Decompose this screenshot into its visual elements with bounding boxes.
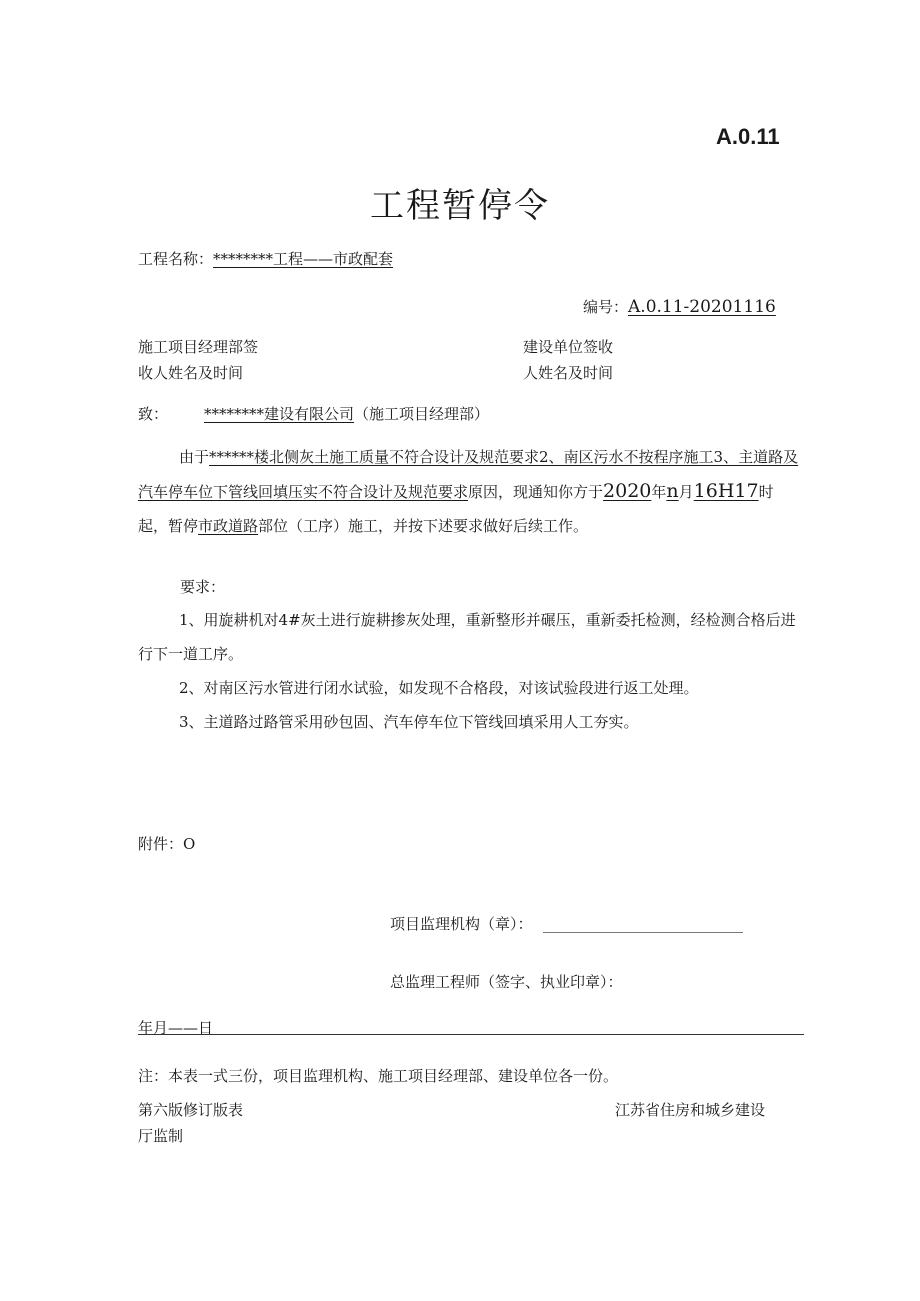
owner-receipt-line1: 建设单位签收 (523, 338, 614, 356)
requirements-label: 要求： (180, 578, 226, 596)
month-unit: 月 (678, 483, 694, 501)
addressee-row (138, 403, 489, 424)
project-name-row (138, 248, 393, 269)
requirement-item-3: 3、主道路过路管采用砂包固、汽车停车位下管线回填采用人工夯实。 (179, 713, 639, 731)
distribution-note: 注：本表一式三份，项目监理机构、施工项目经理部、建设单位各一份。 (138, 1067, 619, 1085)
location-suffix: 部位（工序）施工，并按下述要求做好后续工作。 (258, 517, 589, 535)
form-code: A.0.11 (716, 124, 780, 149)
suspension-location: 市政道路 (198, 517, 259, 535)
requirement-item-2: 2、对南区污水管进行闭水试验，如发现不合格段，对该试验段进行返工处理。 (179, 679, 699, 697)
requirement-item-1: 1、用旋耕机对4#灰土进行旋耕掺灰处理，重新整形并碾压，重新委托检测，经检测合格后进行下一道工序。 (138, 611, 796, 663)
addressee-value: ********建设有限公司 (204, 405, 355, 423)
suspension-paragraph (138, 440, 803, 543)
attachment-row (138, 833, 195, 854)
contractor-receipt-line2: 收人姓名及时间 (138, 364, 244, 382)
addressee-suffix: （施工项目经理部） (354, 405, 490, 423)
location-prefix: 暂停 (168, 517, 199, 535)
date-line: 年月——日 (138, 1019, 214, 1037)
footer-issuer-continuation: 厅监制 (138, 1127, 184, 1145)
serial-number-row (583, 296, 776, 317)
reason-suffix: 原因，现通知你方于 (468, 483, 604, 501)
footer-edition: 第六版修订版表 (138, 1101, 244, 1119)
footer-issuer: 江苏省住房和城乡建设 (615, 1101, 766, 1119)
supervision-signature-line (543, 918, 743, 933)
attachment-value: O (183, 835, 196, 853)
signature-divider (138, 1034, 804, 1035)
attachment-label: 附件： (138, 835, 184, 853)
chief-engineer-label: 总监理工程师（签字、执业印章）： (390, 973, 623, 991)
time-suffix: 时起， (138, 483, 774, 535)
contractor-receipt-line1: 施工项目经理部签 (138, 338, 259, 356)
addressee-label: 致： (138, 405, 169, 423)
project-name-label: 工程名称： (138, 250, 214, 268)
suspension-year: 2020 (603, 480, 652, 502)
suspension-month: n (666, 480, 679, 502)
supervision-org-row (390, 913, 743, 934)
reason-prefix: 由于 (179, 448, 210, 466)
page-title: 工程暂停令 (370, 186, 550, 226)
suspension-reason: ******楼北侧灰土施工质量不符合设计及规范要求2、南区污水不按程序施工3、主道路及汽车停车位下管线回填压实不符合设计及规范要求 (138, 448, 799, 501)
serial-label: 编号： (583, 298, 629, 316)
suspension-day-hour: 16H17 (693, 480, 759, 502)
owner-receipt-line2: 人姓名及时间 (523, 364, 614, 382)
supervision-org-label: 项目监理机构（章）： (390, 915, 533, 933)
project-name-value: ********工程——市政配套 (213, 250, 394, 268)
serial-value: A.0.11-20201116 (628, 297, 776, 317)
year-unit: 年 (651, 483, 667, 501)
